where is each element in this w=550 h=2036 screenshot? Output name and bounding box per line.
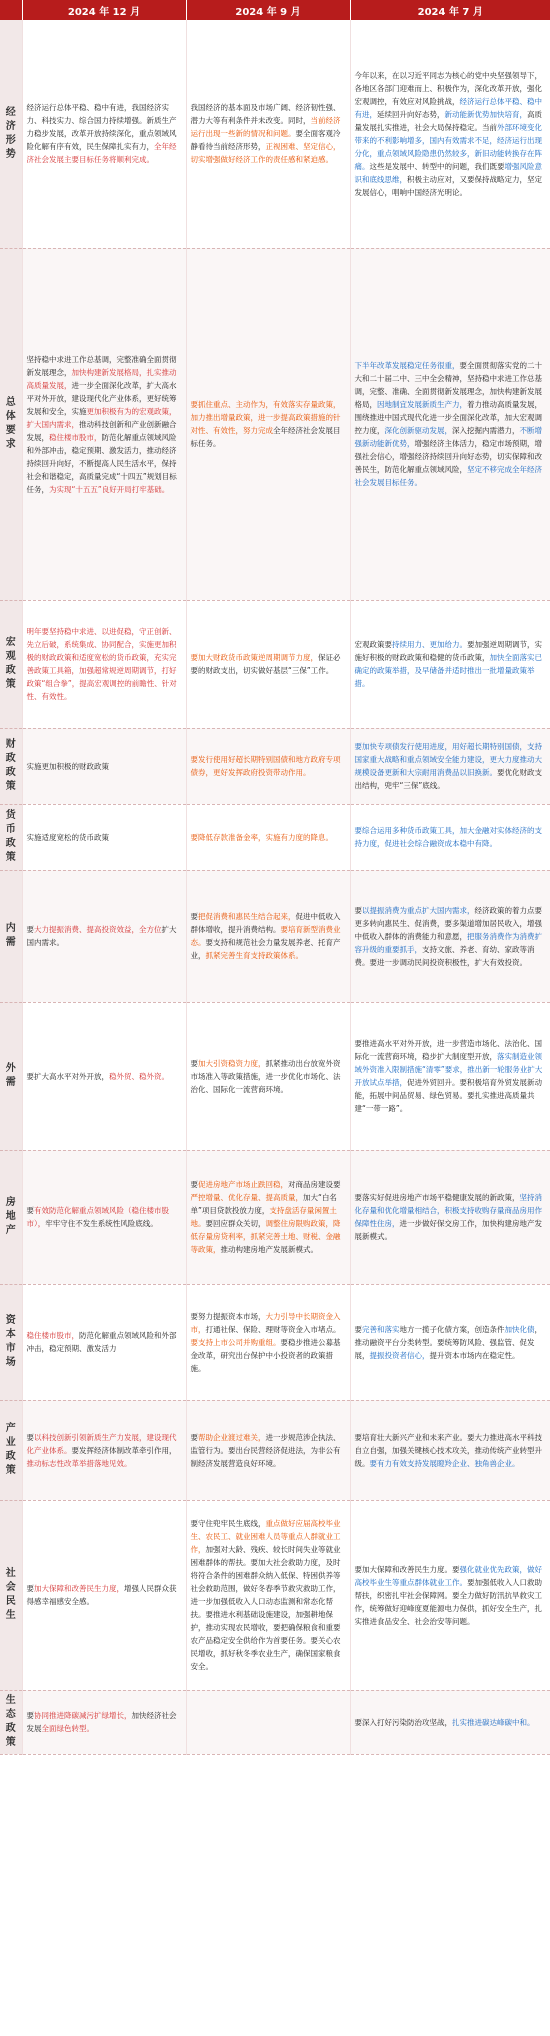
- highlight-text: 抓紧完善生育支持政策体系。: [205, 951, 303, 960]
- header-2024-12: 2024 年 12 月: [22, 0, 186, 20]
- cell-text: 进一步做好保交房工作，加快构建房地产发展新模式。: [354, 1219, 542, 1241]
- cell-text: 要支持和规范社会力量发展养老、托育产业，: [190, 938, 341, 960]
- table-row: [0, 1500, 550, 1690]
- cell-text: 深入挖掘内需潜力，: [452, 426, 520, 435]
- cell-text: 要: [190, 1180, 198, 1189]
- cell-text: 要扩大高水平对外开放，: [26, 1071, 109, 1081]
- cell-c2: [186, 1500, 350, 1690]
- cell-c3: [350, 1400, 550, 1500]
- highlight-text: 坚持消化存量和优化增量相结合，积极支持收购存量商品房用作保障性住房，: [354, 1193, 542, 1228]
- row-category: [0, 20, 22, 248]
- cell-text: 要: [26, 1584, 34, 1593]
- highlight-text: 重点做好应届高校毕业生、农民工、就业困难人员等重点人群就业工作，: [190, 1519, 341, 1554]
- cell-c3: [350, 1150, 550, 1284]
- cell-text: 进一步规范涉企执法、监管行为。要出台民营经济促进法，为非公有制经济发展营造良好环境。: [190, 1432, 341, 1468]
- highlight-text: 要抓住重点、主动作为，有效落实存量政策，加力推出增量政策，进一步提高政策措施的针对性、有效性，努力完成: [190, 400, 341, 435]
- row-category-label: 经济形势: [5, 106, 16, 160]
- cell-c2: [186, 1690, 350, 1754]
- highlight-text: 因地制宜发展新质生产力，: [377, 400, 467, 409]
- highlight-text: 要发行使用好超长期特别国债和地方政府专项债券，更好发挥政府投资带动作用。: [190, 755, 341, 777]
- cell-text: 今年以来，在以习近平同志为核心的党中央坚强领导下，各地区各部门迎难而上、积极作为，深化改革开放，强化宏观调控，有效应对风险挑战，: [354, 70, 542, 106]
- cell-text: 要落实好促进房地产市场平稳健康发展的新政策，: [354, 1193, 520, 1202]
- cell-text: 坚持稳中求进工作总基调，完整准确全面贯彻新发展理念，: [26, 354, 177, 377]
- highlight-text: 促进房地产市场止跌回稳，: [198, 1180, 288, 1189]
- cell-c1: [22, 1002, 186, 1150]
- cell-c3: [350, 1500, 550, 1690]
- cell-text: 要优化财政支出结构，兜牢“三保”底线。: [354, 768, 542, 790]
- table-row: [0, 1284, 550, 1400]
- cell-c1: [22, 1150, 186, 1284]
- cell-c3: [350, 1284, 550, 1400]
- highlight-text: 稳住楼市股市，: [49, 432, 102, 442]
- highlight-text: 严控增量、优化存量、提高质量，: [190, 1193, 303, 1202]
- cell-text: 经济运行总体平稳、稳中有进，我国经济实力、科技实力、综合国力持续增强。新质生产力稳步发展，改革开放持续深化，重点领域风险化解有序有效，民生保障扎实有力，: [26, 103, 177, 152]
- cell-text: ，推动融资平台分类转型。要统筹防风险、强监管、促发展，: [354, 1324, 542, 1360]
- cell-c3: [350, 20, 550, 248]
- highlight-text: 稳外贸、稳外资。: [109, 1071, 169, 1081]
- cell-text: 支持文旅、养老、育幼、家政等消费。要进一步调动民间投资积极性，扩大有效投资。: [354, 944, 535, 967]
- cell-text: 地方一揽子化债方案，创造条件: [399, 1324, 505, 1334]
- highlight-text: 把促消费和惠民生结合起来，: [198, 912, 296, 921]
- highlight-text: 经济运行总体平稳、稳中有进，: [354, 96, 542, 119]
- cell-text: 要全面客观冷静看待当前经济形势，: [190, 129, 341, 152]
- cell-text: 要: [190, 912, 198, 921]
- cell-text: 高质量发展扎实推进，社会大局保持稳定。当前: [354, 109, 542, 132]
- highlight-text: 加快构建新发展格局，扎实推动高质量发展，: [26, 367, 177, 390]
- cell-c1: [22, 1500, 186, 1690]
- cell-text: 牢牢守住不发生系统性风险底线。: [45, 1219, 158, 1228]
- row-category-label: 宏观政策: [5, 637, 16, 690]
- row-category: [0, 600, 22, 728]
- cell-text: 增强经济主体活力，稳定市场预期，增强社会信心，增强经济持续回升向好态势，切实保障和改善民生，防范化解重点领域风险，: [354, 439, 542, 474]
- highlight-text: 增强风险意识和底线思维，: [354, 161, 542, 184]
- cell-c1: [22, 600, 186, 728]
- highlight-text: 大力提振消费、提高投资效益，全方位: [34, 925, 162, 934]
- highlight-text: 把服务消费作为消费扩容升级的重要抓手，: [354, 931, 542, 954]
- cell-c1: [22, 20, 186, 248]
- cell-text: 要: [354, 1324, 362, 1334]
- cell-text: 推动科技创新和产业创新融合发展，: [26, 419, 177, 442]
- highlight-text: 调整住房限购政策，降低存量房贷利率，抓紧完善土地、财税、金融等政策，: [190, 1219, 341, 1254]
- highlight-text: 新动能新优势加快培育，: [444, 109, 527, 119]
- cell-text: 延续回升向好态势，: [377, 109, 445, 119]
- table-row: [0, 600, 550, 728]
- highlight-text: 为实现“十五五”良好开局打牢基础。: [49, 484, 170, 494]
- highlight-text: 全年经济社会发展主要目标任务将顺利完成。: [26, 142, 177, 165]
- highlight-text: 稳住楼市股市，: [26, 1331, 79, 1340]
- row-category-label: 资本市场: [5, 1315, 16, 1368]
- table-row: [0, 1150, 550, 1284]
- highlight-text: 加大保障和改善民生力度，: [34, 1584, 124, 1593]
- cell-text: 加快经济社会发展: [26, 1711, 177, 1733]
- row-category: [0, 870, 22, 1002]
- cell-c3: [350, 870, 550, 1002]
- cell-text: 要: [26, 925, 34, 934]
- row-category-label: 产业政策: [5, 1423, 16, 1476]
- cell-c2: [186, 20, 350, 248]
- highlight-text: 以提振消费为重点扩大国内需求，: [362, 905, 475, 915]
- highlight-text: 推动标志性改革举措落地见效。: [26, 1458, 132, 1468]
- cell-text: 推动构建房地产发展新模式。: [220, 1245, 318, 1254]
- highlight-text: 帮助企业渡过难关，: [198, 1432, 266, 1442]
- cell-text: 要: [26, 1206, 34, 1215]
- cell-text: 要: [26, 1432, 34, 1442]
- table-row: [0, 804, 550, 870]
- cell-text: 实施更加积极的财政政策: [26, 761, 109, 771]
- header-row: [0, 0, 550, 20]
- cell-text: 要培育壮大新兴产业和未来产业。要大力推进高水平科技自立自强，加强关键核心技术攻关，推动传统产业转型升级。: [354, 1432, 542, 1468]
- highlight-text: 更加积极有为的宏观政策，扩大国内需求，: [26, 406, 177, 429]
- cell-text: 宏观政策要: [354, 640, 392, 649]
- highlight-text: 当前经济运行出现一些新的情况和问题。: [190, 116, 341, 139]
- cell-text: 加大“白名单”项目贷款投放力度，: [190, 1193, 337, 1215]
- highlight-text: 正视困难、坚定信心，切实增强做好经济工作的责任感和紧迫感。: [190, 142, 341, 165]
- highlight-text: 要培育新型消费业态。: [190, 925, 341, 947]
- cell-text: 要努力提振资本市场，: [190, 1311, 266, 1321]
- cell-c1: [22, 248, 186, 600]
- cell-c3: [350, 728, 550, 804]
- cell-text: 要发挥经济体制改革牵引作用，: [71, 1445, 177, 1455]
- highlight-text: 坚定不移完成全年经济社会发展目标任务。: [354, 465, 542, 487]
- row-category: [0, 804, 22, 870]
- cell-text: 要加大保障和改善民生力度。要: [354, 1564, 460, 1574]
- cell-text: 要加强逆周期调节，实施好积极的财政政策和稳健的货币政策，: [354, 640, 542, 662]
- cell-text: 抓紧推动出台放宽外资市场准入等政策措施，进一步优化市场化、法治化、国际化一流营商环境。: [190, 1058, 341, 1094]
- cell-c3: [350, 600, 550, 728]
- cell-text: 进一步全面深化改革，扩大高水平对外开放，建设现代化产业体系，更好统筹发展和安全，实施: [26, 380, 177, 416]
- table-row: [0, 20, 550, 248]
- cell-c1: [22, 1690, 186, 1754]
- highlight-text: 强化就业优先政策，做好高校毕业生等重点群体就业工作。: [354, 1564, 542, 1587]
- cell-text: 促进外贸回升。要积极培育外贸发展新动能，拓展中间品贸易、绿色贸易。要扎实推进高质量共建“一带一路”。: [354, 1078, 542, 1113]
- cell-text: 防范化解重点领域风险和外部冲击，稳定预期、激发活力: [26, 1331, 177, 1353]
- header-2024-09: 2024 年 9 月: [186, 0, 350, 20]
- cell-text: 着力推动高质量发展，围绕推进中国式现代化进一步全面深化改革，加大宏观调控力度，: [354, 400, 542, 435]
- cell-text: 要加强低收入人口救助帮扶，织密扎牢社会保障网。要全力做好防汛抗旱救灾工作，统筹做好迎峰度夏能源电力保供，抓好安全生产，扎实推进食品安全、社会治安等问题。: [354, 1577, 542, 1626]
- row-category-label: 货币政策: [5, 810, 16, 863]
- highlight-text: 不断增强新动能新优势，: [354, 426, 542, 448]
- row-category: [0, 248, 22, 600]
- table-row: [0, 248, 550, 600]
- cell-c3: [350, 804, 550, 870]
- highlight-text: 完善和落实: [362, 1324, 400, 1334]
- highlight-text: 外部环境变化带来的不利影响增多，国内有效需求不足，经济运行出现分化，重点领域风险隐患仍然较多，新旧动能转换存在阵痛。: [354, 122, 542, 171]
- cell-text: 增强人民群众获得感幸福感安全感。: [26, 1584, 177, 1606]
- cell-text: 全年经济社会发展目标任务。: [190, 426, 341, 448]
- cell-text: 实施适度宽松的货币政策: [26, 832, 109, 842]
- highlight-text: 要降低存款准备金率，实施有力度的降息。: [190, 832, 333, 842]
- row-category-label: 外需: [5, 1063, 16, 1088]
- row-category: [0, 1284, 22, 1400]
- row-category: [0, 1150, 22, 1284]
- cell-c2: [186, 248, 350, 600]
- highlight-text: 以科技创新引领新质生产力发展，建设现代化产业体系。: [26, 1432, 177, 1455]
- row-category-label: 社会民生: [5, 1568, 16, 1621]
- table-row: [0, 1690, 550, 1754]
- cell-c3: [350, 1690, 550, 1754]
- highlight-text: 加快化债: [504, 1324, 535, 1334]
- highlight-text: 要有力有效支持发展瞪羚企业、独角兽企业。: [369, 1458, 520, 1468]
- cell-c2: [186, 1400, 350, 1500]
- cell-text: 要稳步推进公募基金改革，研究出台保护中小投资者的政策措施。: [190, 1337, 341, 1373]
- cell-c2: [186, 728, 350, 804]
- cell-text: 要: [190, 1058, 198, 1068]
- cell-c2: [186, 804, 350, 870]
- row-category-label: 生态政策: [5, 1695, 16, 1748]
- row-category: [0, 1690, 22, 1754]
- cell-c2: [186, 1002, 350, 1150]
- highlight-text: 明年要坚持稳中求进、以进促稳，守正创新、先立后破，系统集成、协同配合，实施更加积极的财政政策和适度宽松的货币政策，充实完善政策工具箱，加强超常规逆周期调节，打好政策“组合拳”，提高宏观调控的前瞻性、针对性、有效性。: [26, 627, 177, 701]
- cell-c1: [22, 1400, 186, 1500]
- cell-text: 我国经济的基本面及市场广阔、经济韧性强、潜力大等有利条件并未改变。同时，: [190, 103, 341, 126]
- row-category-label: 总体要求: [5, 397, 16, 450]
- highlight-text: 要支持上市公司并购重组。: [190, 1337, 281, 1347]
- highlight-text: 加快全面落实已确定的政策举措，及早储备并适时推出一批增量政策举措。: [354, 653, 542, 688]
- header-2024-07: 2024 年 7 月: [350, 0, 550, 20]
- table-row: [0, 728, 550, 804]
- highlight-text: 下半年改革发展稳定任务很重，: [354, 361, 460, 370]
- cell-c2: [186, 1150, 350, 1284]
- cell-c1: [22, 870, 186, 1002]
- cell-c2: [186, 1284, 350, 1400]
- cell-c1: [22, 804, 186, 870]
- row-category-label: 内需: [5, 923, 16, 948]
- cell-text: 要深入打好污染防治攻坚战，: [354, 1717, 452, 1727]
- cell-text: 提升资本市场内在稳定性。: [429, 1350, 520, 1360]
- row-category-label: 房地产: [5, 1197, 16, 1236]
- highlight-text: 要加大财政货币政策逆周期调节力度，: [190, 653, 318, 662]
- cell-text: 要: [354, 905, 362, 915]
- highlight-text: 要加快专项债发行使用进度，用好超长期特别国债，支持国家重大战略和重点领域安全能力建设，更大力度推动大规模设备更新和大宗耐用消费品以旧换新。: [354, 742, 542, 777]
- cell-text: 要回应群众关切，: [205, 1219, 266, 1228]
- cell-text: 打通社保、保险、理财等资金入市堵点。: [205, 1324, 341, 1334]
- cell-text: 扩大国内需求。: [26, 925, 177, 947]
- highlight-text: 有效防范化解重点领域风险（稳住楼市股市），: [26, 1206, 169, 1228]
- highlight-text: 全面绿色转型。: [41, 1724, 94, 1733]
- row-category-label: 财政政策: [5, 739, 16, 792]
- cell-text: 要: [26, 1711, 34, 1720]
- row-category: [0, 1002, 22, 1150]
- highlight-text: 大力引导中长期资金入市，: [190, 1311, 341, 1334]
- cell-text: 要守住兜牢民生底线，: [190, 1519, 266, 1528]
- row-category: [0, 1500, 22, 1690]
- cell-text: 这些是发展中、转型中的问题，我们既要: [369, 161, 505, 171]
- highlight-text: 协同推进降碳减污扩绿增长，: [34, 1711, 132, 1720]
- highlight-text: 要综合运用多种货币政策工具，加大金融对实体经济的支持力度，促进社会综合融资成本稳中有降。: [354, 826, 542, 848]
- cell-text: 要推进高水平对外开放，进一步营造市场化、法治化、国际化一流营商环境，稳步扩大制度型开放，: [354, 1039, 542, 1061]
- cell-c1: [22, 1284, 186, 1400]
- cell-text: 保证必要的财政支出，切实做好基层“三保”工作。: [190, 653, 341, 675]
- cell-text: 经济政策的着力点要更多转向惠民生、促消费，要多渠道增加居民收入，增强中低收入群体的消费能力和意愿，: [354, 905, 542, 941]
- table-row: [0, 1400, 550, 1500]
- highlight-text: 扎实推进碳达峰碳中和。: [452, 1717, 535, 1727]
- cell-text: 对商品房建设要: [288, 1180, 341, 1189]
- cell-c3: [350, 248, 550, 600]
- cell-c2: [186, 600, 350, 728]
- table-row: [0, 870, 550, 1002]
- cell-text: 要: [190, 1432, 198, 1442]
- highlight-text: 持续用力、更加给力。: [392, 640, 467, 649]
- cell-c3: [350, 1002, 550, 1150]
- cell-text: 促进中低收入群体增收，提升消费结构。: [190, 912, 341, 934]
- cell-text: 要全面贯彻落实党的二十大和二十届二中、三中全会精神，坚持稳中求进工作总基调，完整、准确、全面贯彻新发展理念，加快构建新发展格局，: [354, 361, 542, 409]
- cell-text: 加强对大龄、残疾、较长时间失业等就业困难群体的帮扶。要加大社会救助力度，及时将符合条件的困难群众纳入低保、特困供养等社会救助范围，做好冬春季节救灾救助工作，进一步加强低收入人口动态监测和常态化帮扶。要推进水利基础设施建设，加强耕地保护，推动实现农民增收，要把确保粮食和重要农产品稳定安全供给作为首要任务。要关心农民增收，抓好秋冬季农业生产，确保国家粮食安全。: [190, 1545, 341, 1671]
- row-category: [0, 728, 22, 804]
- highlight-text: 落实制造业领域外资准入限制措施“清零”要求，推出新一轮服务业扩大开放试点举措，: [354, 1052, 543, 1087]
- table-row: [0, 1002, 550, 1150]
- highlight-text: 提振投资者信心，: [369, 1350, 430, 1360]
- cell-text: 防范化解重点领域风险和外部冲击，稳定预期、激发活力，推动经济持续回升向好，不断提高人民生活水平，保持社会和谐稳定，高质量完成“十四五”规划目标任务，: [26, 432, 177, 494]
- cell-c1: [22, 728, 186, 804]
- highlight-text: 深化创新驱动发展，: [384, 426, 452, 435]
- highlight-text: 支持盘活存量闲置土地。: [190, 1206, 337, 1228]
- row-category: [0, 1400, 22, 1500]
- cell-c2: [186, 870, 350, 1002]
- header-blank: [0, 0, 22, 20]
- highlight-text: 加大引资稳资力度，: [198, 1058, 266, 1068]
- cell-text: 积极主动应对，又要保持战略定力，坚定发展信心，唱响中国经济光明论。: [354, 174, 542, 197]
